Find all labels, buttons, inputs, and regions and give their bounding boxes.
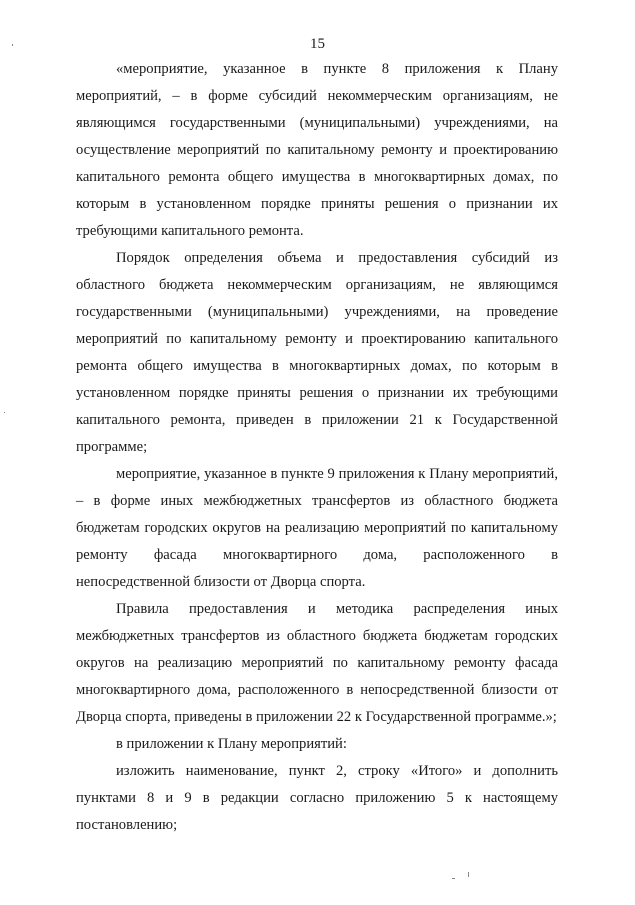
scan-speck: [4, 412, 5, 413]
scan-speck: [12, 44, 13, 46]
paragraph-6: изложить наименование, пункт 2, строку «Итого» и дополнить пунктами 8 и 9 в редакции согласно приложению 5 к настоящему постановлению;: [76, 763, 558, 833]
scan-speck: [452, 878, 455, 879]
document-body: [76, 56, 558, 839]
paragraph-3: мероприятие, указанное в пункте 9 приложения к Плану мероприятий, – в форме иных межбюджетных трансфертов из областного бюджета бюджетам городских округов на реализацию мероприятий по капитальному ремонту фасада многоквартирного дома, расположенного в непосредственной близости от Дворца спорта.: [76, 466, 558, 590]
paragraph-2: Порядок определения объема и предоставления субсидий из областного бюджета некоммерческим организациям, не являющимся государственными (муниципальными) учреждениями, на проведение мероприятий по капитальному ремонту и проектированию капитального ремонта общего имущества в многоквартирных домах, по которым в установленном порядке приняты решения о признании их требующими капитального ремонта, приведен в приложении 21 к Государственной программе;: [76, 250, 558, 455]
paragraph-1: «мероприятие, указанное в пункте 8 приложения к Плану мероприятий, – в форме субсидий некоммерческим организациям, не являющимся государственными (муниципальными) учреждениями, на осуществление мероприятий по капитальному ремонту и проектированию капитального ремонта общего имущества в многоквартирных домах, по которым в установленном порядке приняты решения о признании их требующими капитального ремонта.: [76, 61, 558, 239]
scan-speck: [468, 872, 469, 877]
paragraph-4: Правила предоставления и методика распределения иных межбюджетных трансфертов из областного бюджета бюджетам городских округов на реализацию мероприятий по капитальному ремонту фасада многоквартирного дома, расположенного в непосредственной близости от Дворца спорта, приведены в приложении 22 к Государственной программе.»;: [76, 601, 558, 725]
paragraph-5: в приложении к Плану мероприятий:: [116, 736, 347, 752]
page-number: 15: [310, 36, 325, 52]
